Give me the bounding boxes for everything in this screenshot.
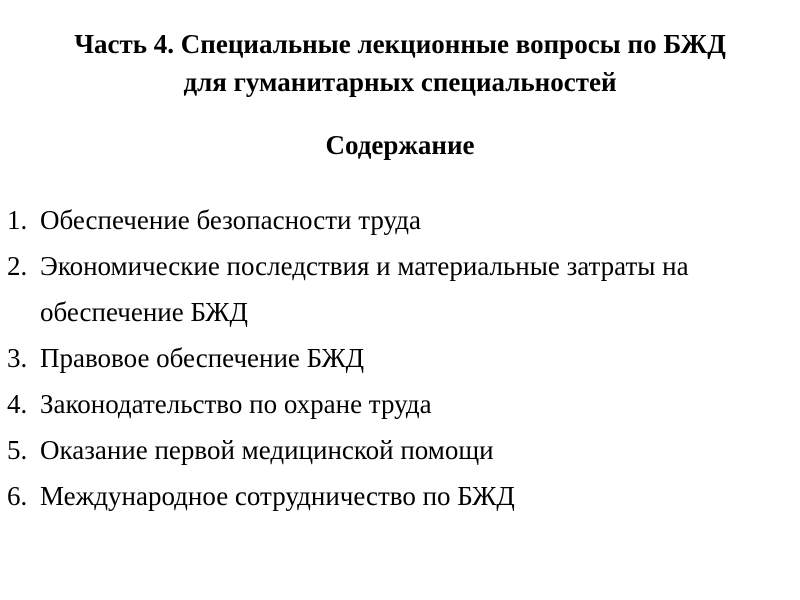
- contents-item-text: Экономические последствия и материальные затраты на обеспечение БЖД: [40, 251, 689, 327]
- contents-list: [7, 197, 797, 519]
- contents-item-number: 1.: [7, 205, 28, 235]
- contents-item-number: 6.: [7, 481, 28, 511]
- contents-item-number: 3.: [7, 343, 28, 373]
- contents-item-number: 2.: [7, 251, 28, 281]
- contents-item-6: [7, 473, 797, 519]
- contents-item-text: Международное сотрудничество по БЖД: [40, 481, 515, 511]
- contents-item-text: Обеспечение безопасности труда: [40, 205, 421, 235]
- contents-item-3: [7, 335, 797, 381]
- contents-item-1: [7, 197, 797, 243]
- contents-heading: Содержание: [325, 130, 475, 160]
- contents-item-5: [7, 427, 797, 473]
- contents-item-number: 4.: [7, 389, 28, 419]
- page-title-line-2: для гуманитарных специальностей: [183, 67, 617, 97]
- contents-item-text: Оказание первой медицинской помощи: [40, 435, 494, 465]
- page-title-line-1: Часть 4. Специальные лекционные вопросы по БЖД: [74, 29, 726, 59]
- contents-item-4: [7, 381, 797, 427]
- contents-item-number: 5.: [7, 435, 28, 465]
- contents-item-2: [7, 243, 797, 335]
- contents-item-text: Правовое обеспечение БЖД: [40, 343, 365, 373]
- contents-item-text: Законодательство по охране труда: [40, 389, 432, 419]
